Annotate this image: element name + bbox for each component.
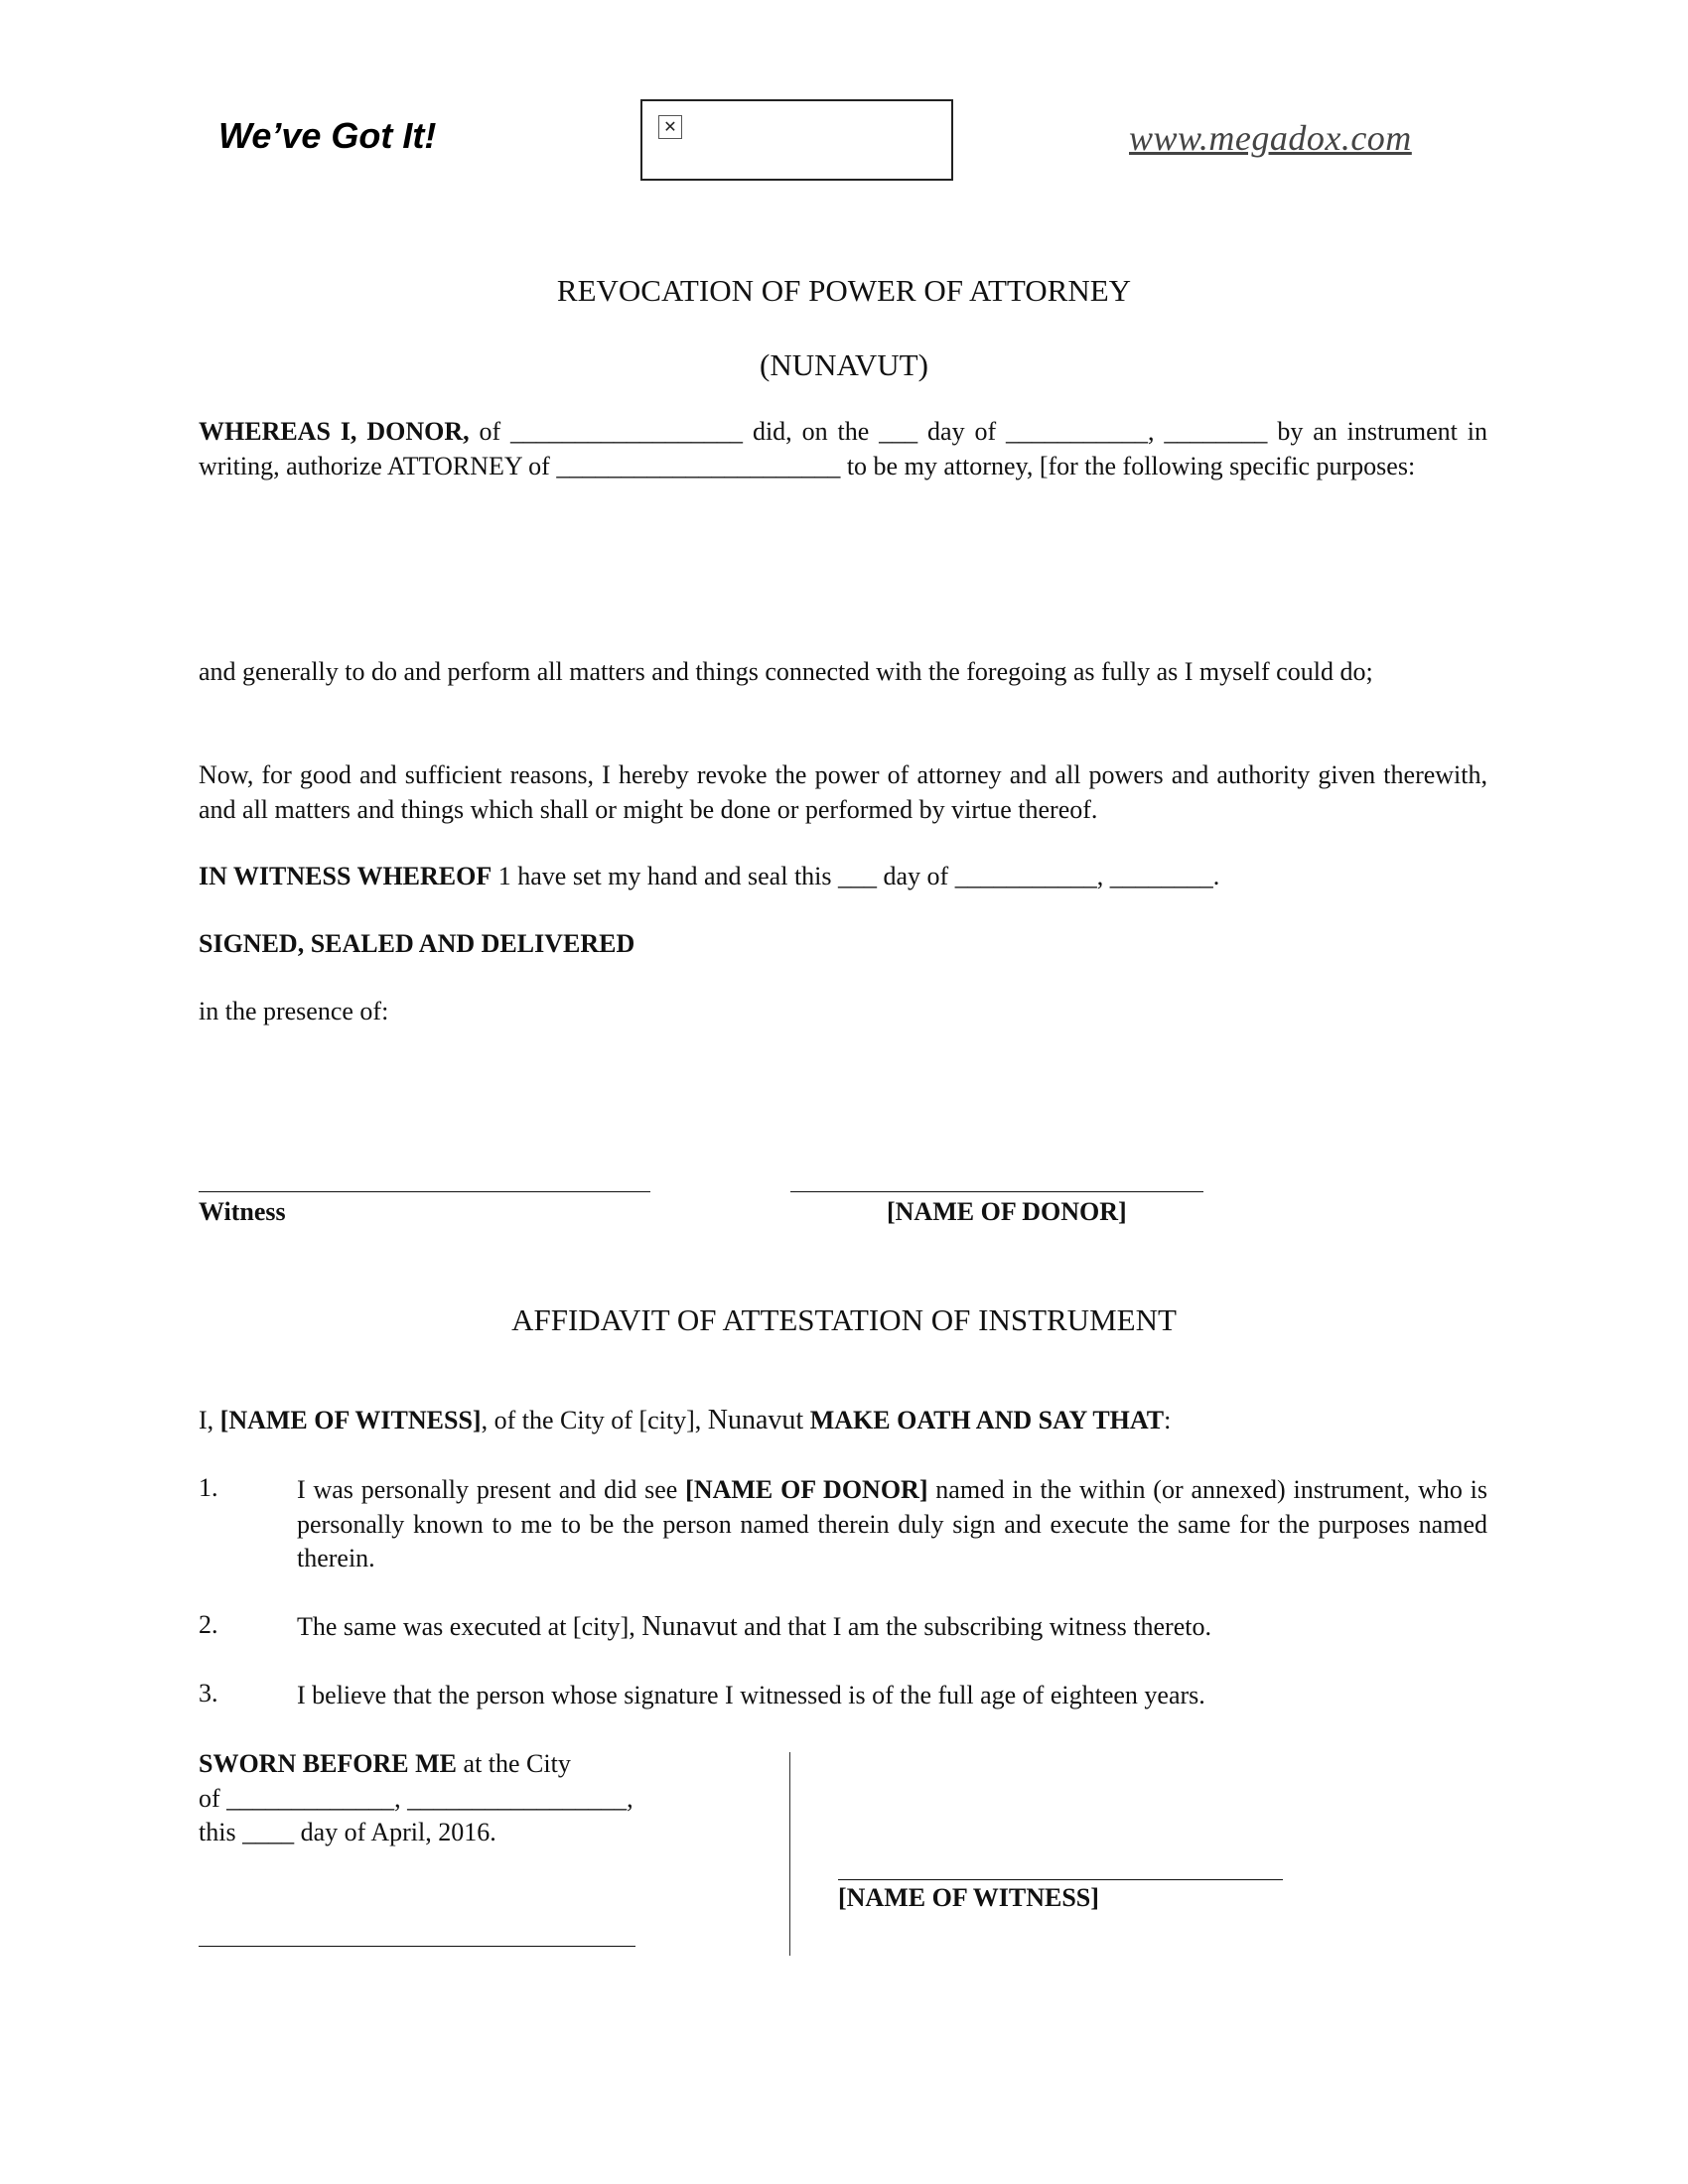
- broken-image-icon: ✕: [658, 115, 682, 139]
- list-item-number: 1.: [199, 1473, 218, 1502]
- affidavit-title: AFFIDAVIT OF ATTESTATION OF INSTRUMENT: [511, 1302, 1177, 1337]
- list-item-number: 3.: [199, 1679, 218, 1707]
- item2-suffix: and that I am the subscribing witness thereto.: [737, 1612, 1211, 1641]
- list-item: [297, 1473, 1487, 1576]
- item2-state: Nunavut: [641, 1611, 738, 1642]
- item1-donor: [NAME OF DONOR]: [685, 1475, 928, 1504]
- donor-signature-line: [790, 1191, 1203, 1192]
- intro-suffix: :: [1164, 1406, 1172, 1434]
- intro-middle: , of the City of [city],: [481, 1406, 708, 1434]
- list-item-number: 2.: [199, 1610, 218, 1639]
- intro-state: Nunavut: [707, 1405, 804, 1435]
- document-subtitle: (NUNAVUT): [760, 347, 928, 382]
- list-item: [297, 1610, 1487, 1645]
- whereas-paragraph: [199, 415, 1487, 483]
- in-witness-lead: IN WITNESS WHEREOF: [199, 862, 492, 890]
- witness-signature-label: Witness: [199, 1197, 286, 1226]
- signed-sealed-heading: SIGNED, SEALED AND DELIVERED: [199, 929, 635, 958]
- sworn-lead: SWORN BEFORE ME: [199, 1749, 458, 1778]
- sworn-line-3: this ____ day of April, 2016.: [199, 1818, 496, 1846]
- document-title: REVOCATION OF POWER OF ATTORNEY: [556, 273, 1132, 308]
- whereas-text: of __________________ did, on the ___ day of ___________, ________ by an instrument in writing, authorize ATTORNEY of ______________________ to be my attorney, [for the following specific purposes:: [199, 417, 1487, 480]
- general-clause: and generally to do and perform all matters and things connected with the foregoing as fully as I myself could do;: [199, 657, 1373, 686]
- witness-signature-line: [199, 1191, 650, 1192]
- sworn-line-1: [199, 1747, 755, 1782]
- sworn-block: [199, 1747, 755, 1850]
- intro-prefix: I,: [199, 1406, 220, 1434]
- whereas-lead: WHEREAS I, DONOR,: [199, 417, 470, 446]
- list-item: I believe that the person whose signature I witnessed is of the full age of eighteen years.: [297, 1681, 1205, 1709]
- intro-witness-name: [NAME OF WITNESS]: [219, 1406, 482, 1434]
- witness-name-label: [NAME OF WITNESS]: [838, 1883, 1099, 1912]
- website-link[interactable]: www.megadox.com: [1129, 118, 1412, 158]
- item1-prefix: I was personally present and did see: [297, 1475, 686, 1504]
- sworn-line1-rest: at the City: [457, 1749, 571, 1778]
- commissioner-signature-line: [199, 1946, 635, 1947]
- affidavit-intro: [199, 1404, 1487, 1438]
- intro-oath: MAKE OATH AND SAY THAT: [809, 1406, 1165, 1434]
- item1-suffix: named in the within (or annexed) instrument, who is personally known to me to be the person named therein duly sign and execute the same for the purposes named therein.: [297, 1475, 1487, 1572]
- sworn-line-2: of _____________, _________________,: [199, 1783, 633, 1813]
- witness-name-signature-line: [838, 1879, 1283, 1880]
- in-witness-text: 1 have set my hand and seal this ___ day of ___________, ________.: [492, 862, 1220, 890]
- revoke-clause: Now, for good and sufficient reasons, I hereby revoke the power of attorney and all powers and authority given therewith, and all matters and things which shall or might be done or performed by virtue thereof.: [199, 760, 1487, 824]
- column-divider: [789, 1752, 790, 1956]
- logo-placeholder: [640, 99, 953, 181]
- brand-tagline: We’ve Got It!: [218, 115, 437, 156]
- donor-signature-label: [NAME OF DONOR]: [887, 1197, 1127, 1226]
- item2-prefix: The same was executed at [city],: [297, 1612, 642, 1641]
- presence-text: in the presence of:: [199, 997, 389, 1025]
- in-witness-paragraph: [199, 860, 1487, 894]
